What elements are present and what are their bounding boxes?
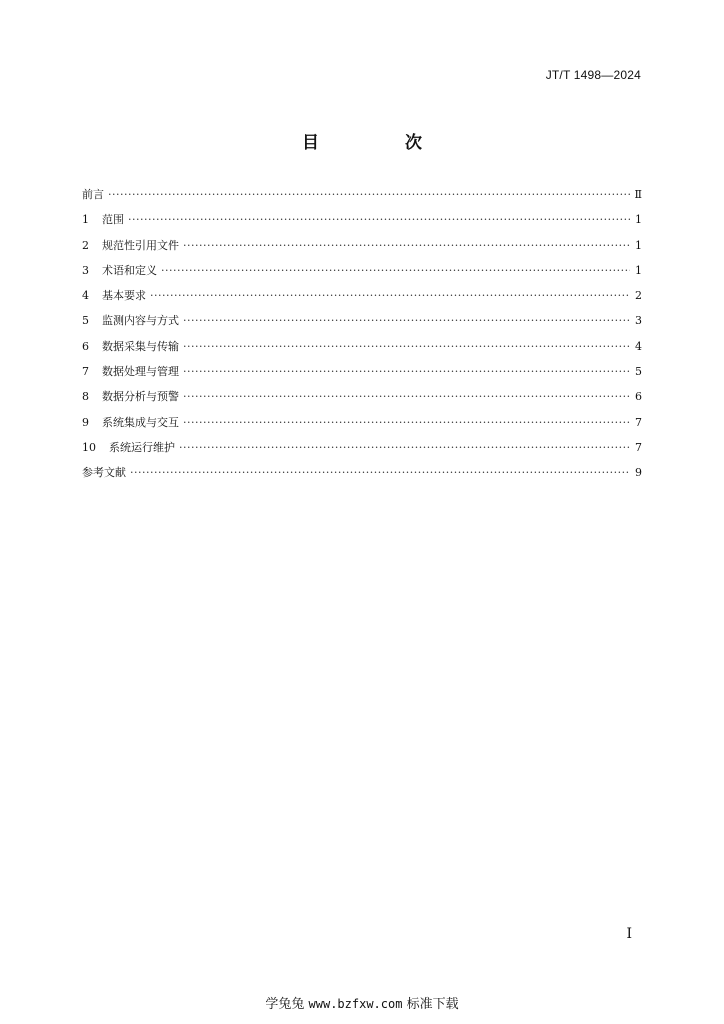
- toc-entry-number: 5: [82, 314, 89, 328]
- toc-entry-6[interactable]: [82, 338, 642, 363]
- toc-leader-dots: [183, 314, 630, 327]
- toc-entry-label: 系统运行维护: [109, 440, 175, 454]
- page-title: 目 次: [302, 133, 462, 153]
- toc-entry-page: Ⅱ: [634, 188, 642, 201]
- toc-entry-label: 数据采集与传输: [102, 339, 179, 353]
- toc-entry-number: 8: [82, 390, 89, 404]
- toc-entry-page: 9: [635, 466, 642, 480]
- toc-leader-dots: [179, 441, 630, 454]
- toc-entry-1[interactable]: [82, 211, 642, 236]
- toc-entry-page: 5: [635, 365, 642, 379]
- toc-entry-number: 10: [82, 440, 96, 454]
- toc-entry-page: 4: [635, 339, 642, 353]
- toc-leader-dots: [183, 390, 630, 403]
- toc-entry-label: 术语和定义: [102, 263, 157, 277]
- toc-entry-page: 1: [635, 238, 642, 252]
- toc-entry-page: 7: [635, 440, 642, 454]
- page-number: I: [626, 926, 632, 942]
- toc-entry-label: 基本要求: [102, 289, 146, 303]
- toc-entry-2[interactable]: [82, 237, 642, 262]
- toc-entry-number: 3: [82, 263, 89, 277]
- toc-leader-dots: [183, 340, 630, 353]
- toc-entry-label: 范围: [102, 213, 124, 227]
- toc-entry-number: 9: [82, 415, 89, 429]
- toc-entry-9[interactable]: [82, 414, 642, 439]
- toc-leader-dots: [108, 188, 630, 201]
- toc-entry-bibliography[interactable]: [82, 464, 642, 489]
- toc-entry-label: 数据处理与管理: [102, 365, 179, 379]
- toc-leader-dots: [183, 239, 630, 252]
- toc-entry-number: 4: [82, 289, 89, 303]
- toc-entry-number: 1: [82, 213, 89, 227]
- toc-entry-label: 数据分析与预警: [102, 390, 179, 404]
- toc-entry-10[interactable]: [82, 439, 642, 464]
- toc-entry-3[interactable]: [82, 262, 642, 287]
- toc-entry-8[interactable]: [82, 388, 642, 413]
- toc-entry-label: 监测内容与方式: [102, 314, 179, 328]
- toc-entry-number: 2: [82, 238, 89, 252]
- toc-entry-label: 规范性引用文件: [102, 238, 179, 252]
- toc-entry-page: 2: [635, 289, 642, 303]
- toc-entry-label: 前言: [82, 188, 104, 201]
- toc-leader-dots: [150, 289, 630, 302]
- toc-entry-label: 参考文献: [82, 466, 126, 480]
- footer-watermark: [0, 993, 724, 1012]
- toc-entry-page: 3: [635, 314, 642, 328]
- toc-entry-page: 1: [635, 263, 642, 277]
- footer-slogan: 标准下载: [406, 997, 459, 1012]
- toc-leader-dots: [161, 264, 630, 277]
- toc-entry-page: 6: [635, 390, 642, 404]
- toc-entry-7[interactable]: [82, 363, 642, 388]
- toc-entry-page: 7: [635, 415, 642, 429]
- footer-site-name: 学兔兔: [265, 997, 305, 1012]
- toc-entry-5[interactable]: [82, 312, 642, 337]
- toc-leader-dots: [183, 365, 630, 378]
- table-of-contents: [82, 186, 642, 490]
- toc-leader-dots: [128, 213, 630, 226]
- toc-entry-number: 6: [82, 339, 89, 353]
- toc-entry-4[interactable]: [82, 287, 642, 312]
- toc-entry-label: 系统集成与交互: [102, 415, 179, 429]
- toc-entry-foreword[interactable]: [82, 186, 642, 211]
- standard-code: JT/T 1498—2024: [545, 68, 641, 82]
- toc-entry-number: 7: [82, 365, 89, 379]
- footer-url[interactable]: www.bzfxw.com: [308, 997, 403, 1011]
- toc-leader-dots: [130, 466, 630, 479]
- toc-leader-dots: [183, 416, 630, 429]
- toc-entry-page: 1: [635, 213, 642, 227]
